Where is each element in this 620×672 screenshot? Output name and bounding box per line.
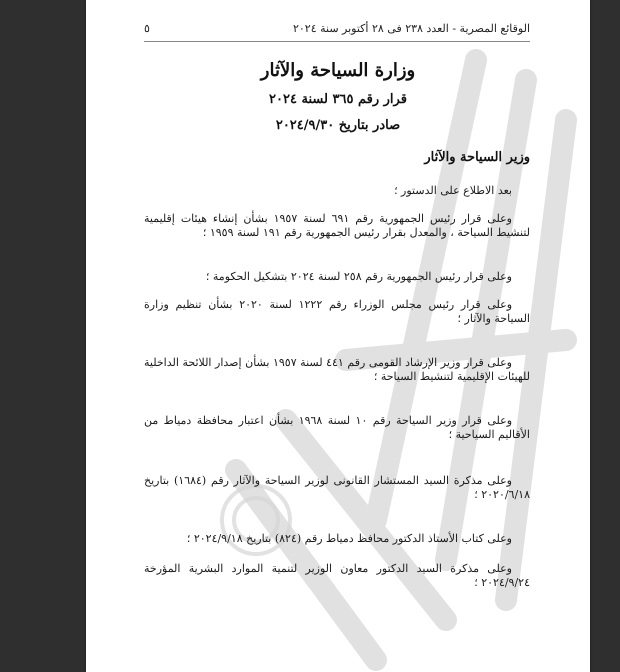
header-divider xyxy=(144,41,530,42)
paragraph-constitution: بعد الاطلاع على الدستور ؛ xyxy=(394,184,512,197)
ministry-title: وزارة السياحة والآثار xyxy=(260,60,416,81)
paragraph-letter-824: وعلى كتاب الأستاذ الدكتور محافظ دمياط رقم (٨٢٤) بتاريخ ٢٠٢٤/٩/١٨ ؛ xyxy=(186,532,512,545)
paragraph-decree-10: وعلى قرار وزير السياحة رقم ١٠ لسنة ١٩٦٨ بشأن اعتبار محافظة دمياط من الأقاليم السياحية ؛ xyxy=(144,414,530,441)
issued-date: صادر بتاريخ ٢٠٢٤/٩/٣٠ xyxy=(275,118,401,133)
header-title: الوقائع المصرية - العدد ٢٣٨ فى ٢٨ أكتوبر سنة ٢٠٢٤ xyxy=(292,22,530,35)
running-header xyxy=(144,22,530,35)
decree-title: قرار رقم ٣٦٥ لسنة ٢٠٢٤ xyxy=(269,92,407,107)
paragraph-decree-691: وعلى قرار رئيس الجمهورية رقم ٦٩١ لسنة ١٩٥٧ بشأن إنشاء هيئات إقليمية لتنشيط السياحة ، والمعدل بقرار رئيس الجمهورية رقم ١٩١ لسنة ١٩٥٩ ؛ xyxy=(144,212,530,239)
page-number: ٥ xyxy=(144,22,150,35)
minister-heading: وزير السياحة والآثار xyxy=(424,150,530,165)
paragraph-memo-hr: وعلى مذكرة السيد الدكتور معاون الوزير لتنمية الموارد البشرية المؤرخة ٢٠٢٤/٩/٢٤ ؛ xyxy=(144,562,530,589)
paragraph-memo-1684: وعلى مذكرة السيد المستشار القانونى لوزير السياحة والآثار رقم (١٦٨٤) بتاريخ ٢٠٢٠/٦/١٨ ؛ xyxy=(144,474,530,501)
paragraph-decree-1222: وعلى قرار رئيس مجلس الوزراء رقم ١٢٢٢ لسنة ٢٠٢٠ بشأن تنظيم وزارة السياحة والآثار ؛ xyxy=(144,298,530,325)
paragraph-decree-258: وعلى قرار رئيس الجمهورية رقم ٢٥٨ لسنة ٢٠٢٤ بتشكيل الحكومة ؛ xyxy=(205,270,512,283)
paragraph-decree-441: وعلى قرار وزير الإرشاد القومى رقم ٤٤١ لسنة ١٩٥٧ بشأن إصدار اللائحة الداخلية للهيئات الإقليمية لتنشيط السياحة ؛ xyxy=(144,356,530,383)
document-page xyxy=(86,0,590,672)
